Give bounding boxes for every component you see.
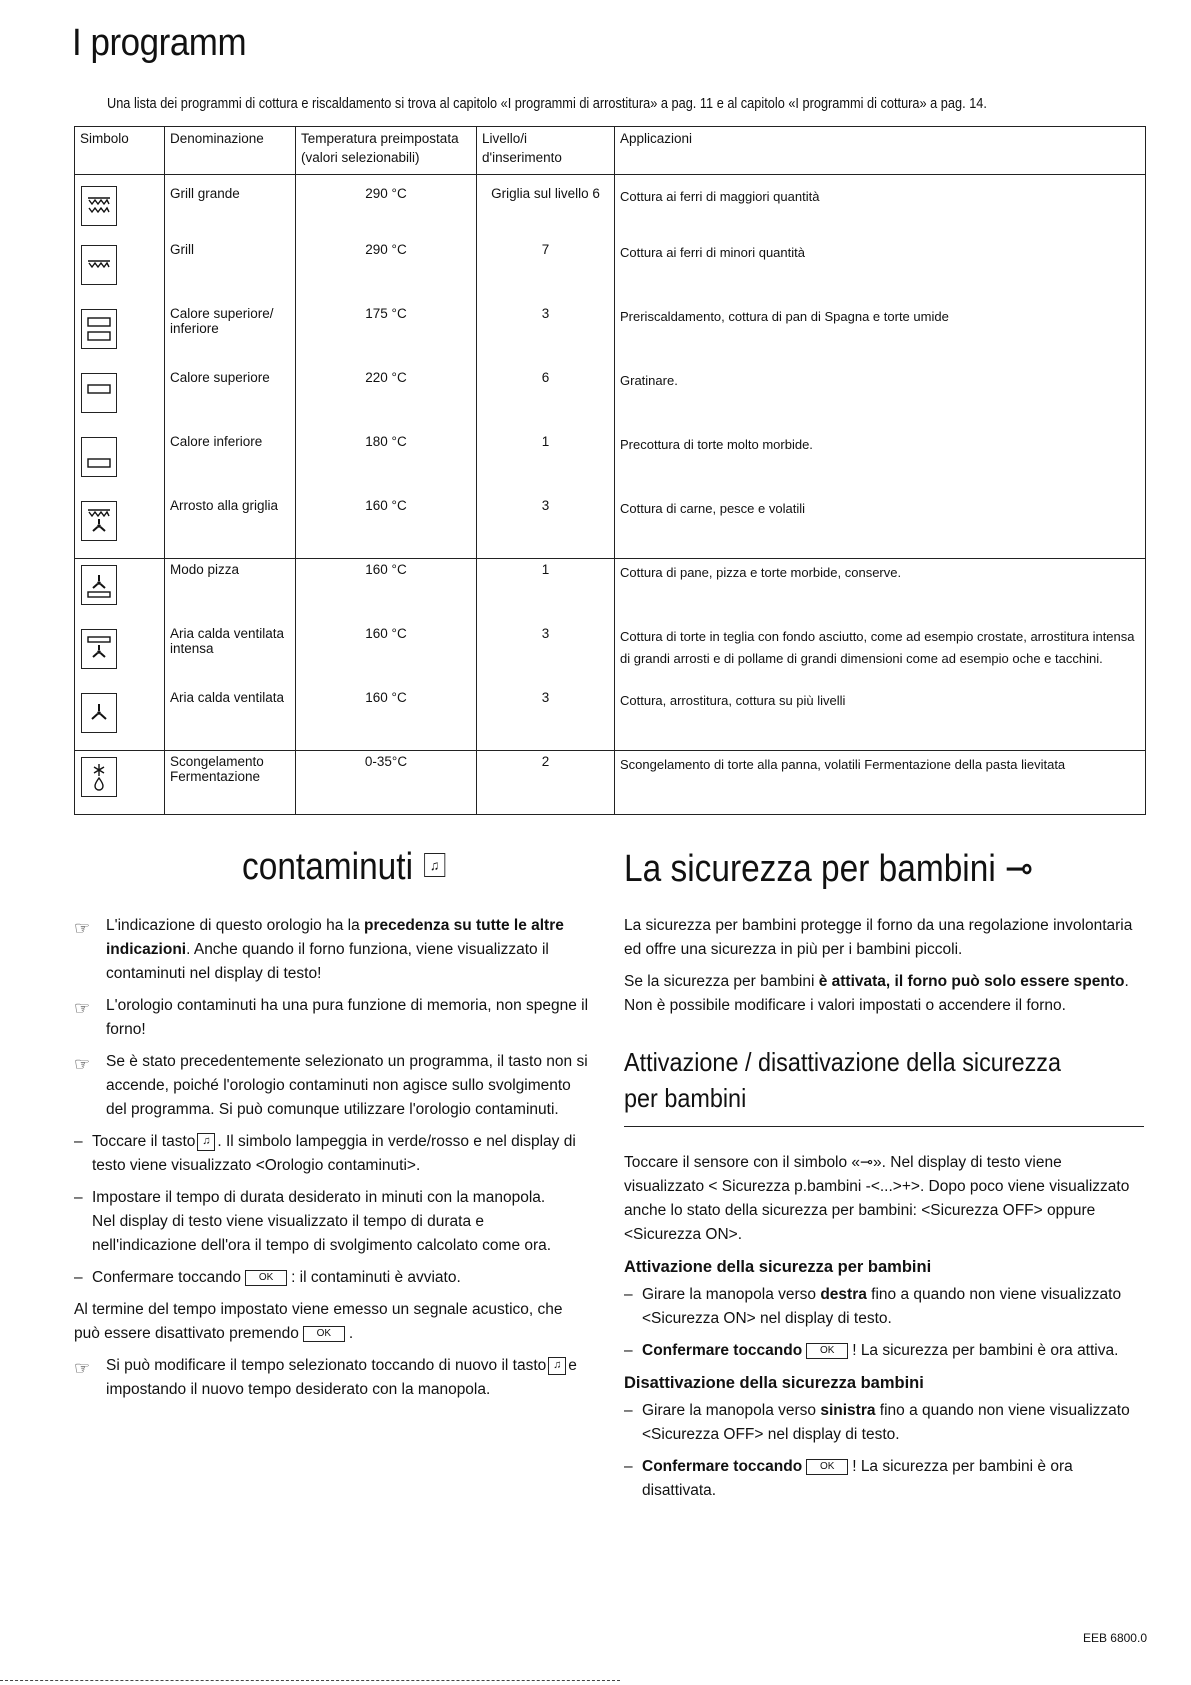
header-symbol: Simbolo xyxy=(75,127,165,175)
program-level: 2 xyxy=(477,751,615,815)
activate-step: – Confermare toccando OK ! La sicurezza per bambini è ora attiva. xyxy=(624,1339,1144,1363)
bell-key-icon: ♫ xyxy=(197,1133,215,1151)
program-temp: 160 °C xyxy=(296,559,477,623)
page-title: I programm xyxy=(72,22,247,64)
pizza-icon xyxy=(81,565,117,605)
program-name: Calore superiore xyxy=(165,367,296,431)
timer-note: ☞ Si può modificare il tempo selezionato toccando di nuovo il tasto ♫ e impostando il nuovo tempo desiderato con la manopola. xyxy=(74,1357,577,1398)
timer-title: contaminuti ♫ xyxy=(242,846,447,889)
divider xyxy=(624,1126,1144,1127)
header-app: Applicazioni xyxy=(615,127,1146,175)
bell-key-icon: ♫ xyxy=(548,1357,566,1375)
ok-key-icon: OK xyxy=(245,1270,287,1286)
table-row xyxy=(75,431,1146,495)
table-row xyxy=(75,303,1146,367)
intensive-fan-icon xyxy=(81,629,117,669)
defrost-icon xyxy=(81,757,117,797)
program-level: 1 xyxy=(477,559,615,623)
program-app: Cottura di torte in teglia con fondo asciutto, come ad esempio crostate, arrostitura intensa di grandi arrosti e di pollame di grandi dimensioni come ad esempio oche e tacchini. xyxy=(615,623,1146,687)
table-row xyxy=(75,175,1146,239)
program-app: Cottura di pane, pizza e torte morbide, conserve. xyxy=(615,559,1146,623)
program-name: Scongelamento Fermentazione xyxy=(165,751,296,815)
program-name: Grill xyxy=(165,239,296,303)
bell-icon: ♫ xyxy=(424,853,445,877)
safety-locked-text: Se la sicurezza per bambini è attivata, il forno può solo essere spento. Non è possibile modificare i valori impostati o accendere il forno. xyxy=(624,973,1129,1014)
program-level: 3 xyxy=(477,495,615,559)
header-level: Livello/i d'inserimento xyxy=(477,127,615,175)
activate-step: – Girare la manopola verso destra fino a quando non viene visualizzato <Sicurezza ON> nel display di testo. xyxy=(624,1283,1144,1331)
program-level: 3 xyxy=(477,303,615,367)
program-name: Grill grande xyxy=(165,175,296,239)
deactivate-step: – Confermare toccando OK ! La sicurezza per bambini è ora disattivata. xyxy=(624,1455,1144,1503)
bottom-heat-icon xyxy=(81,437,117,477)
table-row xyxy=(75,367,1146,431)
fan-icon xyxy=(81,693,117,733)
program-level: 1 xyxy=(477,431,615,495)
pointing-hand-icon: ☞ xyxy=(74,1358,91,1378)
program-name: Aria calda ventilata intensa xyxy=(165,623,296,687)
timer-note: ☞ Se è stato precedentemente selezionato un programma, il tasto non si accende, poiché l'orologio contaminuti non agisce sullo svolgimento del programma. Si può comunque utilizzare l'orologio contaminuti. xyxy=(74,1053,588,1118)
program-name: Arrosto alla griglia xyxy=(165,495,296,559)
program-app: Cottura, arrostitura, cottura su più livelli xyxy=(615,687,1146,751)
table-header-row xyxy=(75,127,1146,175)
timer-section xyxy=(74,914,590,1410)
key-icon: ⊸ xyxy=(1005,848,1034,890)
program-level: 3 xyxy=(477,623,615,687)
ok-key-icon: OK xyxy=(806,1343,848,1359)
program-temp: 0-35°C xyxy=(296,751,477,815)
program-temp: 180 °C xyxy=(296,431,477,495)
pointing-hand-icon: ☞ xyxy=(74,918,91,938)
timer-end-text: Al termine del tempo impostato viene emesso un segnale acustico, che può essere disattivato premendo OK . xyxy=(74,1301,563,1342)
intro-text: Una lista dei programmi di cottura e riscaldamento si trova al capitolo «I programmi di arrostitura» a pag. 11 e al capitolo «I programmi di cottura» a pag. 14. xyxy=(107,96,987,112)
program-level: 6 xyxy=(477,367,615,431)
program-app: Scongelamento di torte alla panna, volatili Fermentazione della pasta lievitata xyxy=(615,751,1146,815)
top-bottom-heat-icon xyxy=(81,309,117,349)
activate-heading: Attivazione della sicurezza per bambini xyxy=(624,1258,932,1276)
bottom-divider xyxy=(0,1680,620,1681)
program-name: Calore inferiore xyxy=(165,431,296,495)
header-name: Denominazione xyxy=(165,127,296,175)
safety-sensor-text: Toccare il sensore con il simbolo «⊸». Nel display di testo viene visualizzato < Sicurezza p.bambini -<...>+>. Dopo poco viene visualizzato anche lo stato della sicurezza per bambini: <Sicurezza OFF> oppure <Sicurezza ON>. xyxy=(624,1154,1130,1243)
program-temp: 175 °C xyxy=(296,303,477,367)
program-level: 3 xyxy=(477,687,615,751)
safety-subtitle: Attivazione / disattivazione della sicurezza per bambini xyxy=(624,1047,1062,1113)
grill-large-icon xyxy=(81,186,117,226)
programs-table xyxy=(74,126,1146,815)
timer-note: ☞ L'orologio contaminuti ha una pura funzione di memoria, non spegne il forno! xyxy=(74,997,589,1038)
safety-intro: La sicurezza per bambini protegge il forno da una regolazione involontaria ed offre una sicurezza in più per i bambini piccoli. xyxy=(624,917,1133,958)
ok-key-icon: OK xyxy=(303,1326,345,1342)
grill-icon xyxy=(81,245,117,285)
deactivate-step: – Girare la manopola verso sinistra fino a quando non viene visualizzato <Sicurezza OFF> nel display di testo. xyxy=(624,1399,1144,1447)
table-row xyxy=(75,559,1146,623)
fan-grill-icon xyxy=(81,501,117,541)
header-temp: Temperatura preimpostata (valori selezionabili) xyxy=(296,127,477,175)
program-temp: 290 °C xyxy=(296,239,477,303)
program-app: Precottura di torte molto morbide. xyxy=(615,431,1146,495)
document-code: EEB 6800.0 xyxy=(1082,1631,1147,1645)
safety-title: La sicurezza per bambini ⊸ xyxy=(624,848,1034,890)
table-row xyxy=(75,623,1146,687)
program-app: Cottura ai ferri di minori quantità xyxy=(615,239,1146,303)
pointing-hand-icon: ☞ xyxy=(74,998,91,1018)
program-app: Gratinare. xyxy=(615,367,1146,431)
program-temp: 160 °C xyxy=(296,687,477,751)
safety-section xyxy=(624,914,1144,1511)
table-row xyxy=(75,751,1146,815)
deactivate-heading: Disattivazione della sicurezza bambini xyxy=(624,1374,924,1392)
program-name: Modo pizza xyxy=(165,559,296,623)
table-row xyxy=(75,687,1146,751)
program-app: Cottura di carne, pesce e volatili xyxy=(615,495,1146,559)
program-name: Aria calda ventilata xyxy=(165,687,296,751)
pointing-hand-icon: ☞ xyxy=(74,1054,91,1074)
ok-key-icon: OK xyxy=(806,1459,848,1475)
program-temp: 160 °C xyxy=(296,495,477,559)
timer-step: – Confermare toccando OK : il contaminuti è avviato. xyxy=(74,1266,590,1290)
timer-note: ☞ L'indicazione di questo orologio ha la precedenza su tutte le altre indicazioni. Anche quando il forno funziona, viene visualizzato il contaminuti nel display di testo! xyxy=(74,917,564,982)
table-row xyxy=(75,239,1146,303)
timer-step: – Toccare il tasto ♫ . Il simbolo lampeggia in verde/rosso e nel display di testo viene visualizzato <Orologio contaminuti>. xyxy=(74,1130,590,1178)
top-heat-icon xyxy=(81,373,117,413)
timer-step: – Impostare il tempo di durata desiderato in minuti con la manopola. Nel display di testo viene visualizzato il tempo di durata e nell'indicazione dell'ora il tempo di svolgimento calcolato come ora. xyxy=(74,1186,590,1258)
program-temp: 160 °C xyxy=(296,623,477,687)
program-app: Cottura ai ferri di maggiori quantità xyxy=(615,175,1146,239)
program-name: Calore superiore/ inferiore xyxy=(165,303,296,367)
program-temp: 290 °C xyxy=(296,175,477,239)
program-level: 7 xyxy=(477,239,615,303)
program-level: Griglia sul livello 6 xyxy=(477,175,615,239)
table-row xyxy=(75,495,1146,559)
program-temp: 220 °C xyxy=(296,367,477,431)
program-app: Preriscaldamento, cottura di pan di Spagna e torte umide xyxy=(615,303,1146,367)
